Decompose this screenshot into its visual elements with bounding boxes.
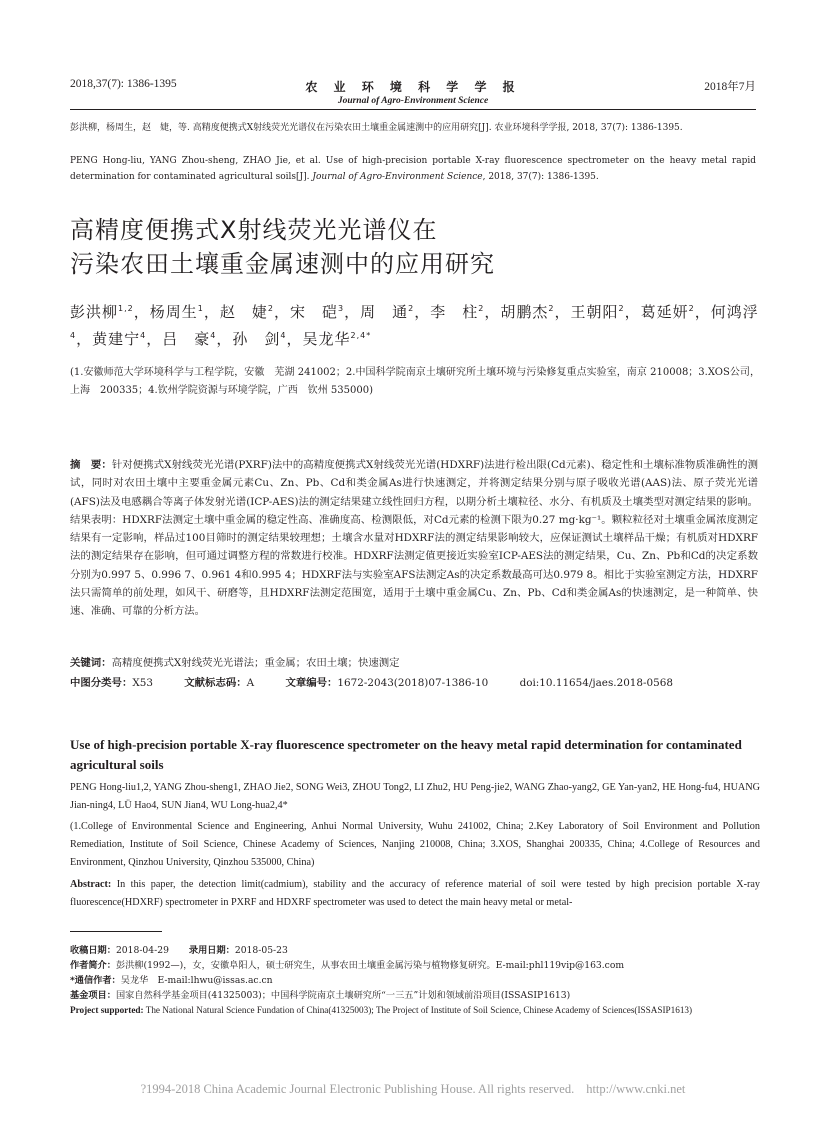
doc-code-label: 文献标志码： — [184, 677, 247, 689]
clc-value: X53 — [132, 677, 153, 689]
citation-en-journal: Journal of Agro-Environment Science — [312, 171, 483, 182]
fund-label: 基金项目： — [70, 990, 116, 1001]
bio-text: 彭洪柳(1992—)，女，安徽阜阳人，硕士研究生，从事农田土壤重金属污染与植物修复研究。E-mail:phl119vip@163.com — [115, 960, 625, 971]
author-name: 孙 剑 — [232, 330, 281, 348]
article-number-value: 1672-2043(2018)07-1386-10 — [337, 677, 489, 689]
footnote-fund — [70, 988, 760, 1003]
running-header-right: 2018年7月 — [704, 81, 756, 93]
author-affiliation-marker: 2 — [267, 304, 274, 313]
keywords — [70, 654, 760, 672]
corresponding-text: 吴龙华 E-mail:lhwu@issas.ac.cn — [120, 975, 273, 986]
author-affiliation-marker: 2 — [688, 304, 695, 313]
footnote-bio — [70, 958, 760, 973]
author-name: 宋 硙 — [290, 303, 339, 321]
doc-code-value: A — [246, 677, 255, 689]
author-name: 赵 婕 — [219, 303, 268, 321]
author-list: 彭洪柳$^{1,2}$，杨周生$^1$，赵 婕$^2$，宋 硙$^3$，周 通$^2$，李 柱$^2$，胡鹏杰$^2$，王朝阳$^2$，葛延妍$^2$，何鸿浮$^4$，黄建宁$^4$，吕 豪$^4$，孙 剑$^4$，吴龙华$^{2,4*}$ — [70, 303, 759, 348]
clc-label: 中图分类号： — [70, 677, 133, 689]
author-affiliation-marker: 2 — [548, 304, 555, 313]
author-affiliation-marker: 4 — [140, 331, 147, 340]
classification-line — [70, 674, 760, 692]
paper-title-line-1: 高精度便携式X射线荧光光谱仪在 — [70, 216, 438, 244]
article-number-label: 文章编号： — [285, 677, 338, 689]
accepted-label: 录用日期： — [188, 945, 235, 956]
citation-en — [70, 154, 756, 185]
english-title: Use of high-precision portable X-ray fluorescence spectrometer on the heavy metal rapid determination for contaminated agricultural soils — [70, 737, 742, 772]
fund-en-text: The National Natural Science Fundation of China(41325003); The Project of Institute of Soil Science, Chinese Academy of Sciences(ISSASIP1613) — [143, 1005, 693, 1015]
abstract-cn-label: 摘 要： — [70, 459, 112, 471]
author-affiliation-marker: 2 — [408, 304, 415, 313]
watermark-url: http://www.cnki.net — [586, 1082, 686, 1096]
accepted-date: 2018-05-23 — [234, 945, 288, 956]
affiliations-cn: (1.安徽师范大学环境科学与工程学院，安徽 芜湖 241002；2.中国科学院南京土壤研究所土壤环境与污染修复重点实验室，南京 210008；3.XOS公司，上海 200335；4.钦州学院资源与环境学院，广西 钦州 535000) — [70, 367, 760, 396]
journal-name-cn: 农 业 环 境 科 学 学 报 — [305, 80, 521, 94]
doi: doi:10.11654/jaes.2018-0568 — [519, 677, 673, 689]
author-name: 何鸿浮 — [710, 303, 759, 321]
footnote-corresponding — [70, 973, 760, 988]
english-affiliations: (1.College of Environmental Science and Engineering, Anhui Normal University, Wuhu 241002, China; 2.Key Laboratory of Soil Environment and Pollution Remediation, Institute of Soil Science, Chinese Academy of Sciences, Nanjing 210008, China; 3.XOS, Shanghai 200335, China; 4.College of Resources and Environment, Qinzhou University, Qinzhou 535000, China) — [70, 821, 760, 868]
author-name: 周 通 — [360, 303, 409, 321]
english-abstract-label: Abstract: — [70, 879, 112, 890]
bio-label: 作者简介： — [70, 960, 116, 971]
paper-title-line-2: 污染农田土壤重金属速测中的应用研究 — [70, 250, 495, 278]
author-affiliation-marker: 4 — [70, 331, 77, 340]
author-affiliation-marker: 3 — [338, 304, 345, 313]
footnotes — [70, 943, 760, 1018]
author-name: 胡鹏杰 — [500, 303, 549, 321]
author-affiliation-marker: 2,4* — [350, 331, 372, 340]
author-name: 王朝阳 — [570, 303, 619, 321]
author-affiliation-marker: 4 — [210, 331, 217, 340]
footnote-fund-en — [70, 1003, 760, 1018]
author-name: 吴龙华 — [302, 330, 351, 348]
corresponding-label: *通信作者： — [70, 975, 121, 986]
journal-name-en: Journal of Agro-Environment Science — [337, 96, 489, 106]
citation-en-prefix: PENG Hong-liu, YANG Zhou-sheng, ZHAO Jie, et al. Use of high-precision portable X-ray fluorescence spectrometer on the heavy metal rapid determination for contaminated agricultural soils[J]. — [70, 156, 756, 182]
author-affiliation-marker: 2 — [478, 304, 485, 313]
header-rule — [70, 109, 756, 110]
running-header-left: 2018,37(7): 1386-1395 — [70, 78, 177, 90]
author-name: 葛延妍 — [640, 303, 689, 321]
paper-title — [70, 213, 770, 281]
cnki-watermark — [0, 1082, 826, 1097]
citation-cn: 彭洪柳，杨周生，赵 婕，等. 高精度便携式X射线荧光光谱仪在污染农田土壤重金属速测中的应用研究[J]. 农业环境科学学报, 2018, 37(7): 1386-1395. — [70, 123, 683, 133]
english-abstract — [70, 876, 760, 912]
author-name: 吕 豪 — [162, 330, 211, 348]
author-name: 杨周生 — [149, 303, 198, 321]
english-abstract-text: In this paper, the detection limit(cadmium), stability and the accuracy of reference material of soil were tested by high precision portable X-ray fluorescence(HDXRF) spectrometer in PXRF and HDXRF spectrometer was used to detect the main heavy metal or metal- — [70, 879, 760, 908]
received-label: 收稿日期： — [70, 945, 116, 956]
footnote-rule — [70, 931, 162, 932]
author-affiliation-marker: 4 — [280, 331, 287, 340]
fund-text: 国家自然科学基金项目(41325003)；中国科学院南京土壤研究所“一三五”计划和领域前沿项目(ISSASIP1613) — [115, 990, 571, 1001]
abstract-cn — [70, 456, 758, 621]
journal-masthead — [0, 78, 826, 106]
english-authors: PENG Hong-liu1,2, YANG Zhou-sheng1, ZHAO Jie2, SONG Wei3, ZHOU Tong2, LI Zhu2, HU Peng-jie2, WANG Zhao-yang2, GE Yan-yan2, HE Hong-fu4, HUANG Jian-ning4, LÜ Hao4, SUN Jian4, WU Long-hua2,4* — [70, 782, 760, 811]
author-affiliation-marker: 1 — [197, 304, 204, 313]
citation-en-suffix: , 2018, 37(7): 1386-1395. — [482, 171, 599, 182]
author-affiliation-marker: 2 — [618, 304, 625, 313]
footnote-dates — [70, 943, 760, 958]
keywords-text: 高精度便携式X射线荧光光谱法；重金属；农田土壤；快速测定 — [111, 657, 400, 669]
fund-en-label: Project supported: — [70, 1005, 144, 1015]
received-date: 2018-04-29 — [115, 945, 169, 956]
abstract-cn-text: 针对便携式X射线荧光光谱(PXRF)法中的高精度便携式X射线荧光光谱(HDXRF)法进行检出限(Cd元素)、稳定性和土壤标准物质准确性的测试，同时对农田土壤中主要重金属元素Cu、Zn、Pb、Cd和类金属As进行快速测定，并将测定结果分别与原子吸收光谱(AAS)法、原子荧光光谱(AFS)法及电感耦合等离子体发射光谱(ICP-AES)法的测定结果建立线性回归方程，以期分析土壤粒径、水分、有机质及土壤类型对测定结果的影响。结果表明：HDXRF法测定土壤中重金属的稳定性高、准确度高、检测限低，对Cd元素的检测下限为0.27 mg·kg⁻¹。颗粒粒径对土壤重金属浓度测定结果有一定影响，样品过100目筛时的测定结果较理想；土壤含水量对HDXRF法的测定结果影响较大，应保证测试土壤样品干燥；有机质对HDXRF法的测定结果存在影响，但可通过调整方程的常数进行校准。HDXRF法测定值更接近实验室ICP-AES法的测定结果，Cu、Zn、Pb和Cd的决定系数分别为0.997 5、0.996 7、0.961 4和0.995 4；HDXRF法与实验室AFS法测定As的决定系数最高可达0.979 8。相比于实验室测定方法，HDXRF法只需简单的前处理，如风干、研磨等，且HDXRF法测定范围宽，适用于土壤中重金属Cu、Zn、Pb、Cd和类金属As的快速测定，是一种简单、快速、准确、可靠的分析方法。 — [70, 459, 759, 618]
watermark-copyright: ?1994-2018 China Academic Journal Electronic Publishing House. All rights reserved. — [140, 1082, 575, 1096]
author-affiliation-marker: 1,2 — [118, 304, 134, 313]
author-name: 彭洪柳 — [70, 303, 119, 321]
author-name: 李 柱 — [430, 303, 479, 321]
author-name: 黄建宁 — [92, 330, 141, 348]
keywords-label: 关键词： — [70, 657, 112, 669]
